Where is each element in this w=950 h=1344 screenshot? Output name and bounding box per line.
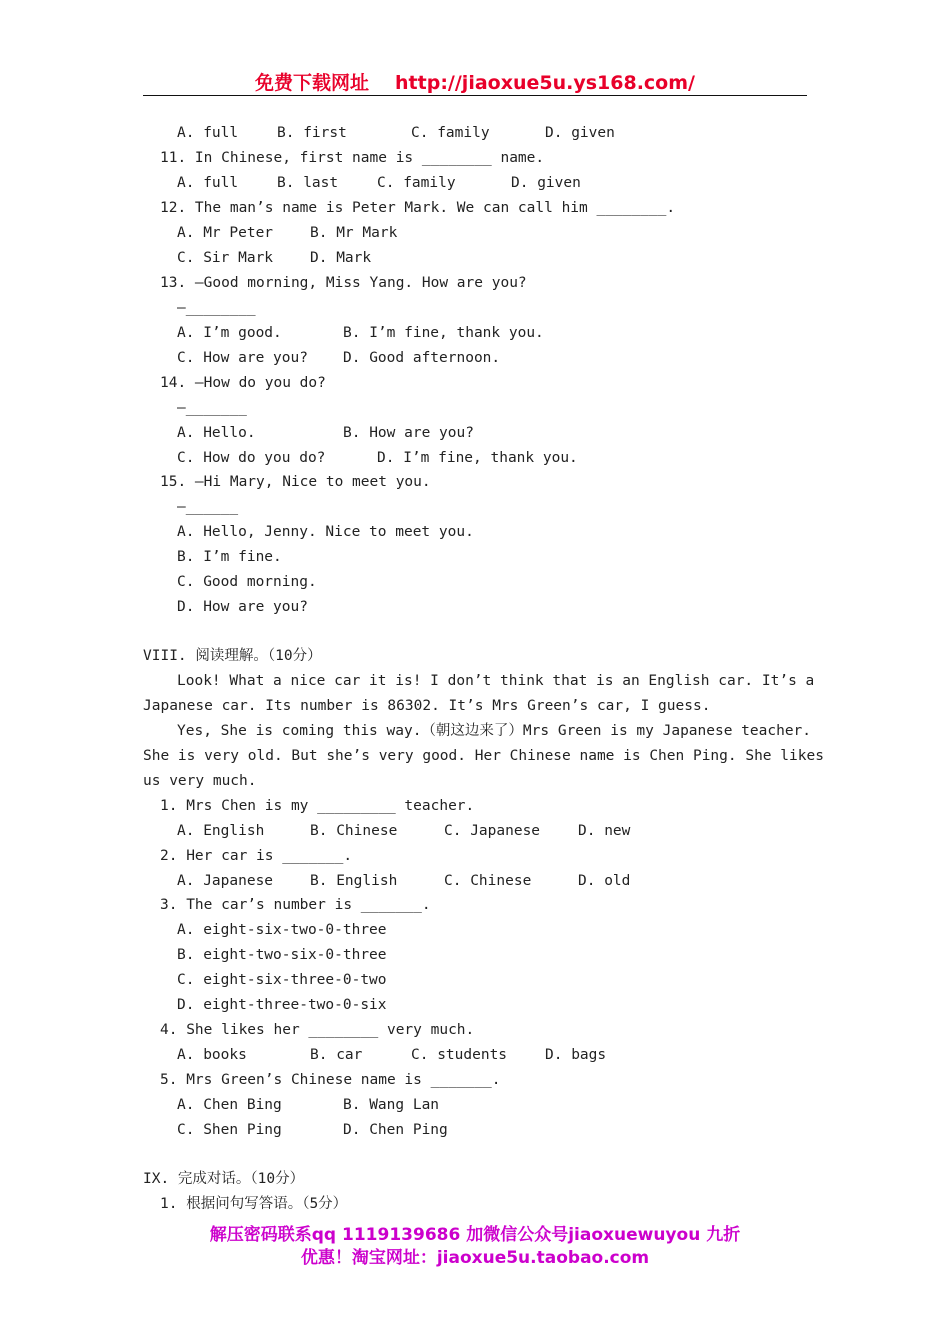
reading-q5-option-b: B. Wang Lan [343,1097,440,1113]
q15-option-b: B. I’m fine. [177,549,282,565]
q12-option-b: B. Mr Mark [310,225,398,241]
q10-option-d: D. given [545,125,615,141]
q10-option-a: A. full [177,125,239,141]
q14-option-b: B. How are you? [343,425,474,441]
section9-sub1: 1. 根据问句写答语。（5分） [160,1196,348,1212]
page-header [0,68,950,95]
reading-q2-option-a: A. Japanese [177,873,274,889]
reading-q3-option-d: D. eight-three-two-0-six [177,997,387,1013]
q13-option-d: D. Good afternoon. [343,350,501,366]
reading-q1-stem: 1. Mrs Chen is my _________ teacher. [160,798,475,814]
q13-answer-blank: —________ [177,300,256,316]
q15-option-d: D. How are you? [177,599,308,615]
section8-title: VIII. 阅读理解。（10分） [143,648,322,664]
reading-q5-option-a: A. Chen Bing [177,1097,282,1113]
reading-q5-stem: 5. Mrs Green’s Chinese name is _______. [160,1072,501,1088]
reading-q1-option-b: B. Chinese [310,823,398,839]
header-divider [143,95,807,96]
q12-option-c: C. Sir Mark [177,250,274,266]
reading-q2-option-d: D. old [578,873,631,889]
q13-option-a: A. I’m good. [177,325,282,341]
q15-option-c: C. Good morning. [177,574,317,590]
reading-q5-option-c: C. Shen Ping [177,1122,282,1138]
passage-p2-line3: us very much. [143,773,257,789]
reading-q2-stem: 2. Her car is _______. [160,848,353,864]
footer-line1: 解压密码联系qq 1119139686 加微信公众号jiaoxuewuyou 九折 [209,1225,741,1245]
reading-q2-option-b: B. English [310,873,398,889]
q15-answer-blank: —______ [177,499,239,515]
q10-option-c: C. family [411,125,490,141]
q11-option-a: A. full [177,175,239,191]
reading-q5-option-d: D. Chen Ping [343,1122,448,1138]
q11-option-d: D. given [511,175,581,191]
passage-p2-line2: She is very old. But she’s very good. Her Chinese name is Chen Ping. She likes [143,748,824,764]
reading-q3-option-b: B. eight-two-six-0-three [177,947,387,963]
q14-option-a: A. Hello. [177,425,256,441]
passage-p1-line1: Look! What a nice car it is! I don’t think that is an English car. It’s a [177,673,815,689]
q13-option-c: C. How are you? [177,350,308,366]
q12-stem: 12. The man’s name is Peter Mark. We can call him ________. [160,200,676,216]
reading-q4-option-a: A. books [177,1047,247,1063]
footer-line2: 优惠！淘宝网址：jiaoxue5u.taobao.com [300,1248,650,1268]
reading-q1-option-a: A. English [177,823,265,839]
q12-option-a: A. Mr Peter [177,225,274,241]
reading-q2-option-c: C. Chinese [444,873,532,889]
reading-q3-stem: 3. The car’s number is _______. [160,897,431,913]
passage-p1-line2: Japanese car. Its number is 86302. It’s Mrs Green’s car, I guess. [143,698,711,714]
header-url-link[interactable]: http://jiaoxue5u.ys168.com/ [395,72,695,94]
reading-q4-option-c: C. students [411,1047,508,1063]
reading-q4-option-b: B. car [310,1047,363,1063]
q15-stem: 15. —Hi Mary, Nice to meet you. [160,474,431,490]
q14-stem: 14. —How do you do? [160,375,326,391]
q15-option-a: A. Hello, Jenny. Nice to meet you. [177,524,474,540]
q13-option-b: B. I’m fine, thank you. [343,325,544,341]
reading-q1-option-c: C. Japanese [444,823,541,839]
q11-option-c: C. family [377,175,456,191]
header-label: 免费下载网址 [255,72,370,94]
q14-option-c: C. How do you do? [177,450,326,466]
q13-stem: 13. —Good morning, Miss Yang. How are you? [160,275,527,291]
q14-answer-blank: —_______ [177,400,247,416]
q14-option-d: D. I’m fine, thank you. [377,450,578,466]
q10-option-b: B. first [277,125,347,141]
passage-p2-line1: Yes, She is coming this way.（朝这边来了）Mrs Green is my Japanese teacher. [177,723,812,739]
q11-option-b: B. last [277,175,339,191]
q12-option-d: D. Mark [310,250,372,266]
reading-q4-option-d: D. bags [545,1047,607,1063]
reading-q3-option-a: A. eight-six-two-0-three [177,922,387,938]
reading-q3-option-c: C. eight-six-three-0-two [177,972,387,988]
reading-q4-stem: 4. She likes her ________ very much. [160,1022,475,1038]
q11-stem: 11. In Chinese, first name is ________ name. [160,150,545,166]
section9-title: IX. 完成对话。（10分） [143,1171,305,1187]
reading-q1-option-d: D. new [578,823,631,839]
